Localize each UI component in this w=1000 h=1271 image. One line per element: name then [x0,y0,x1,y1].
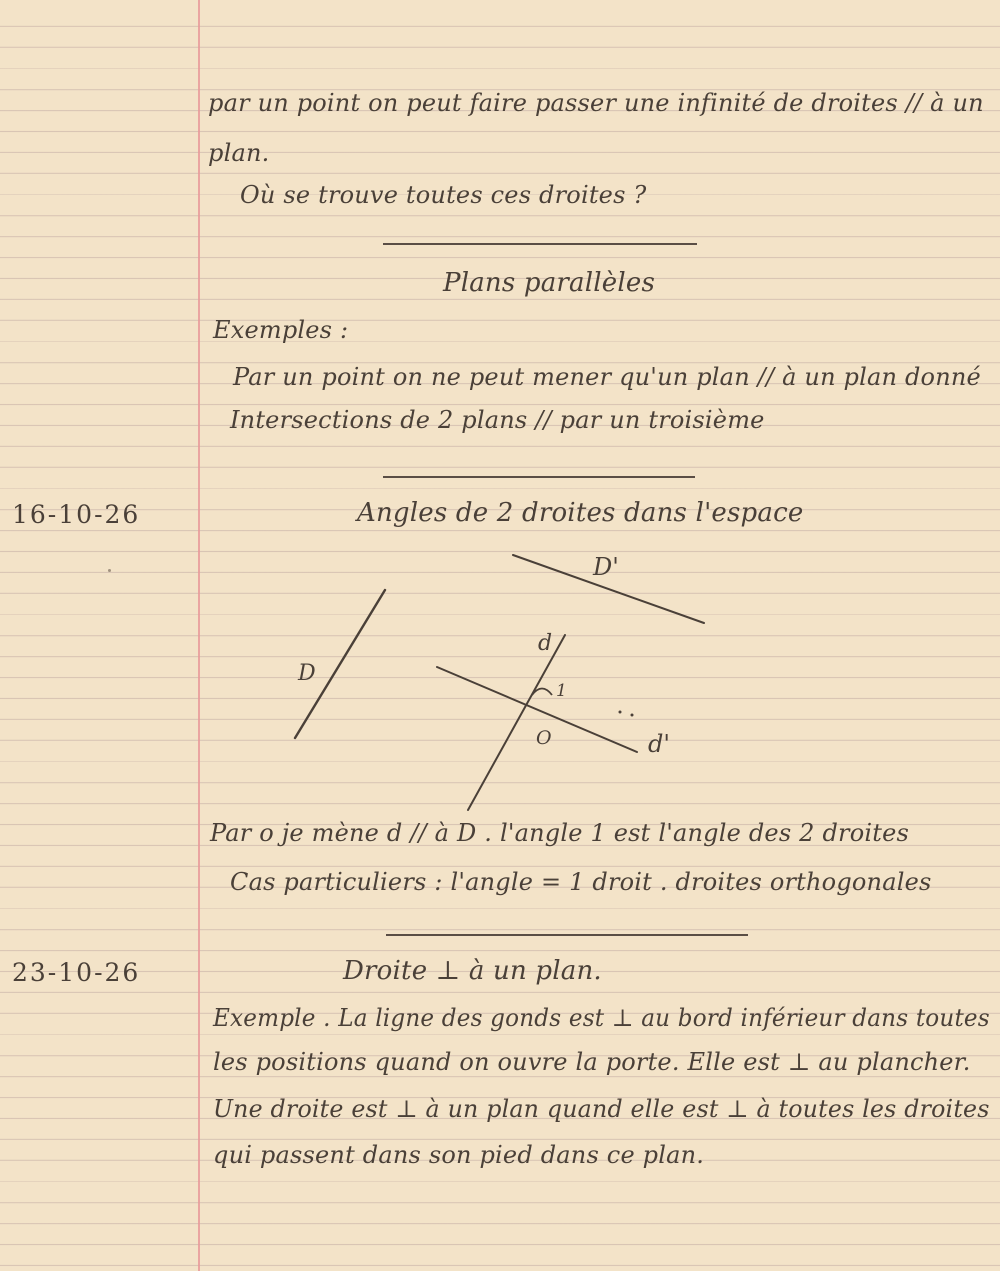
line-infinite-droites: par un point on peut faire passer une infinité de droites // à un [208,89,984,117]
line-cas-particuliers: Cas particuliers : l'angle = 1 droit . droites orthogonales [230,868,932,896]
date-2: 23-10-26 [12,958,141,987]
angle-diagram [280,545,740,820]
line-plan: plan. [208,139,270,167]
line-positions: les positions quand on ouvre la porte. Elle est ⊥ au plancher. [213,1048,971,1076]
title-angles: Angles de 2 droites dans l'espace [357,498,804,528]
label-D: D [298,661,316,686]
section-rule-1 [383,243,697,245]
label-O: O [536,727,552,749]
label-D-prime: D' [593,553,619,581]
example-line-2: Intersections de 2 plans // par un troisième [230,406,765,434]
line-exemple-gonds: Exemple . La ligne des gonds est ⊥ au bord inférieur dans toutes [213,1004,990,1032]
example-line-1: Par un point on ne peut mener qu'un plan // à un plan donné [233,363,981,391]
examples-label: Exemples : [213,316,349,344]
label-angle-1: 1 [556,681,567,701]
margin-line [198,0,200,1271]
line-question: Où se trouve toutes ces droites ? [240,181,647,209]
ink-dot [631,714,634,717]
title-plans-paralleles: Plans parallèles [443,268,655,298]
label-d: d [538,631,553,656]
ink-dot [619,711,622,714]
label-d-prime: d' [648,730,670,758]
line-definition-1: Une droite est ⊥ à un plan quand elle est ⊥ à toutes les droites [213,1095,990,1123]
section-rule-3 [386,934,748,936]
line-d [468,635,565,810]
line-par-o: Par o je mène d // à D . l'angle 1 est l'angle des 2 droites [210,819,909,847]
ink-speck [108,569,111,572]
title-droite-perpendiculaire: Droite ⊥ à un plan. [343,956,602,986]
section-rule-2 [383,476,695,478]
line-definition-2: qui passent dans son pied dans ce plan. [213,1141,705,1169]
date-1: 16-10-26 [12,500,141,529]
